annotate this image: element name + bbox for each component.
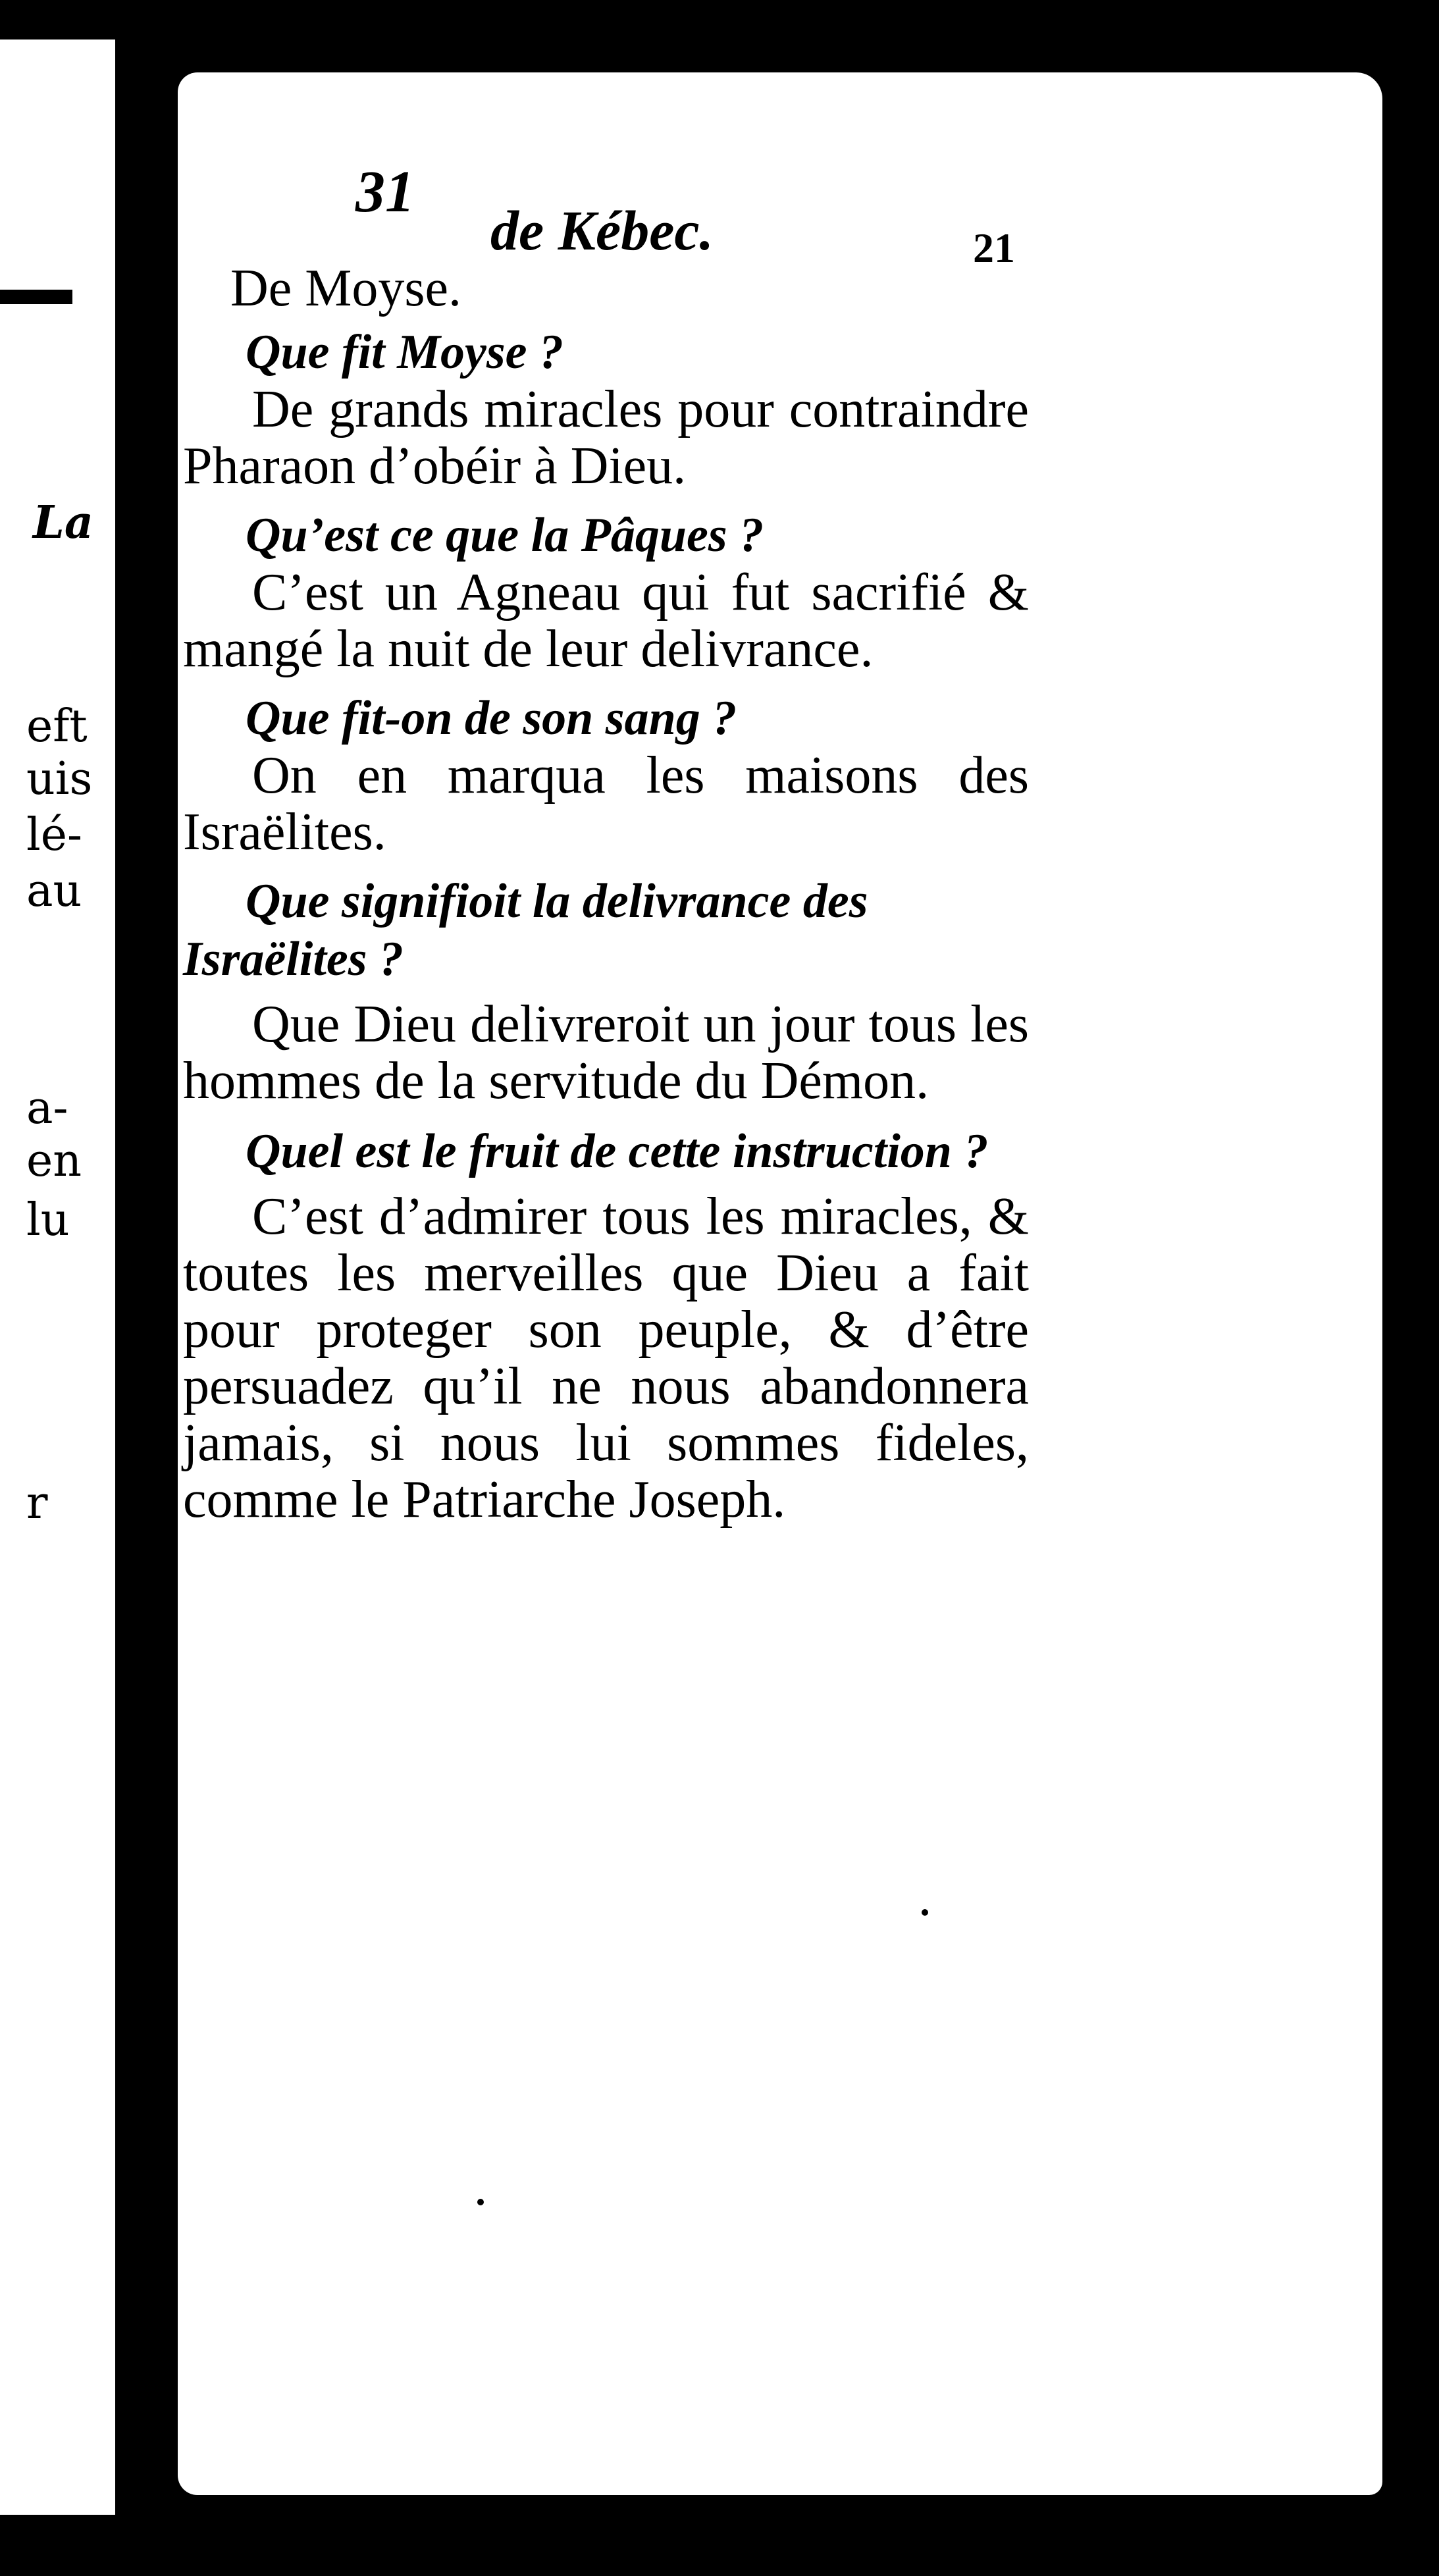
running-head: de Kébec. — [490, 199, 714, 262]
answer: Que Dieu delivreroit un jour tous les hommes de la servitude du Démon. — [183, 995, 1029, 1110]
answer: C’est d’admirer tous les miracles, & toutes les merveilles que Dieu a fait pour proteger son peuple, & d’être persuadez qu’il ne nous abandonnera jamais, si nous lui sommes fideles, comme le Patriarche Joseph. — [183, 1188, 1029, 1529]
fragment-text: en — [26, 1135, 82, 1187]
fragment-text: eft — [26, 700, 88, 752]
question: Quel est le fruit de cette instruction ? — [246, 1124, 989, 1178]
question: Que fit-on de son sang ? — [246, 691, 737, 745]
answer: C’est un Agneau qui fut sacrifié & mangé la nuit de leur delivrance. — [183, 564, 1029, 678]
fragment-text: a- — [26, 1082, 68, 1134]
folio-mark: 31 — [355, 159, 415, 224]
fragment-text: lé- — [26, 809, 82, 861]
answer: On en marqua les maisons des Israëlites. — [183, 747, 1029, 861]
text-block — [183, 260, 1029, 1528]
fragment-text: au — [26, 865, 82, 917]
ink-dash — [0, 290, 72, 304]
fragment-text: La — [33, 496, 93, 549]
answer: De grands miracles pour contraindre Pharaon d’obéir à Dieu. — [183, 381, 1029, 495]
section-heading: De Moyse. — [230, 259, 462, 317]
page-number: 21 — [973, 224, 1015, 271]
ink-speck — [477, 2199, 484, 2205]
question: Que fit Moyse ? — [246, 325, 563, 379]
binding-gutter — [115, 0, 188, 2576]
fragment-text: uis — [26, 753, 93, 805]
fragment-text: lu — [26, 1194, 70, 1246]
facing-page-fragment — [0, 39, 115, 2515]
fragment-text: r — [26, 1477, 48, 1529]
question: Que signifioit la delivrance des Israëlites ? — [183, 874, 868, 986]
question: Qu’est ce que la Pâques ? — [246, 508, 764, 562]
ink-speck — [922, 1909, 928, 1916]
